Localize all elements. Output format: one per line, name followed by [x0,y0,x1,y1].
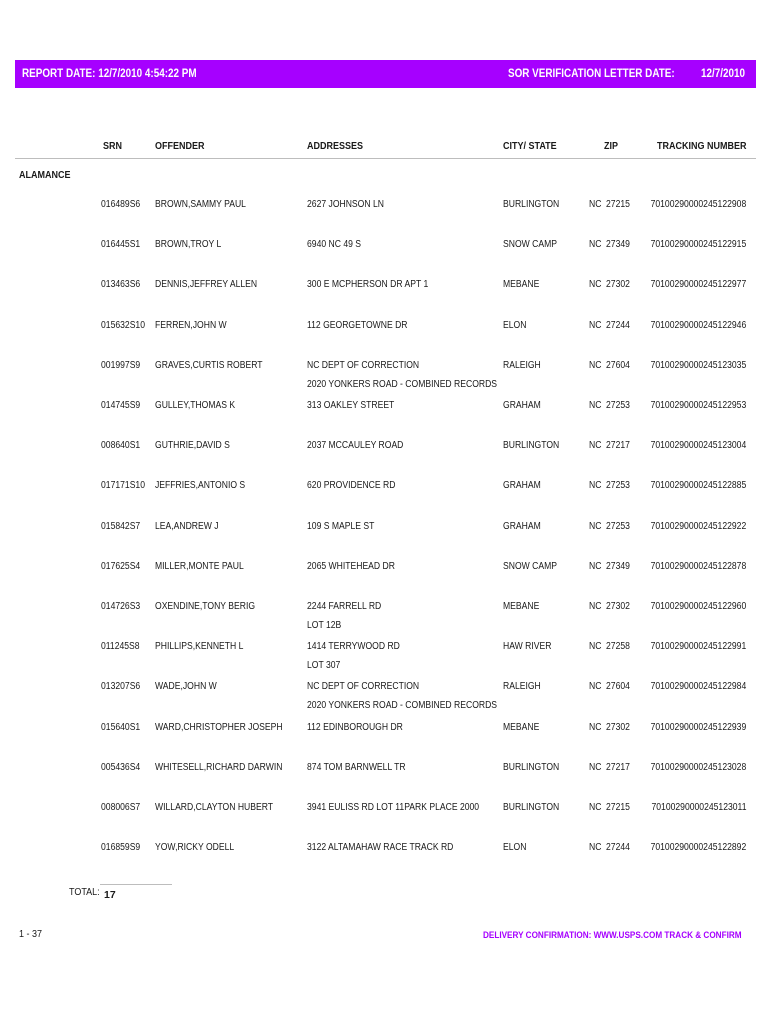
srn-cell: 008640S1 [101,440,141,452]
address-line: 2020 YONKERS ROAD - COMBINED RECORDS [307,700,498,712]
offender-cell: WARD,CHRISTOPHER JOSEPH [155,721,283,733]
table-row [0,521,770,561]
address-cell [307,722,403,741]
srn-cell: 014745S9 [101,400,141,411]
state-cell: NC [589,802,602,813]
address-line: 6940 NC 49 S [307,239,362,251]
state-cell: NC [589,641,602,653]
address-line: 2020 YONKERS ROAD - COMBINED RECORDS [307,378,498,390]
city-cell: GRAHAM [503,520,541,532]
tracking-number-cell: 70100290000245123028 [650,761,746,773]
srn-cell: 015842S7 [101,520,141,532]
city-cell: MEBANE [503,279,540,291]
table-row [0,279,770,319]
city-cell: HAW RIVER [503,641,552,653]
address-cell [307,239,361,258]
column-header-city-state: CITY/ STATE [503,141,557,152]
page-number: 1 - 37 [19,929,43,940]
address-cell [307,762,406,781]
offender-cell: FERREN,JOHN W [155,319,227,331]
table-row [0,480,770,520]
srn-cell: 013463S6 [101,279,141,291]
table-row [0,199,770,239]
city-cell: BURLINGTON [503,199,560,210]
state-cell: NC [589,520,602,532]
zip-cell: 27349 [606,560,630,572]
delivery-confirmation-footer: DELIVERY CONFIRMATION: WWW.USPS.COM TRACK & CONFIRM [483,930,742,941]
address-cell [307,480,395,499]
address-line: LOT 12B [307,620,342,631]
column-header-srn: SRN [103,141,123,152]
address-cell [307,601,381,639]
zip-cell: 27258 [606,641,630,653]
column-header-offender: OFFENDER [155,141,205,152]
address-cell [307,842,453,861]
tracking-number-cell: 70100290000245122922 [650,520,746,532]
srn-cell: 017625S4 [101,560,141,572]
address-line: 2065 WHITEHEAD DR [307,560,395,572]
tracking-number-cell: 70100290000245122953 [650,400,746,411]
zip-cell: 27349 [606,239,630,251]
srn-cell: 005436S4 [101,761,141,773]
address-line: 2037 MCCAULEY ROAD [307,440,404,452]
table-row [0,681,770,721]
total-label: TOTAL: [69,887,100,898]
total-divider [100,884,172,885]
tracking-number-cell: 70100290000245122885 [650,480,746,492]
zip-cell: 27604 [606,681,630,693]
state-cell: NC [589,319,602,331]
address-cell [307,521,374,540]
address-cell [307,641,400,679]
tracking-number-cell: 70100290000245122977 [650,279,746,291]
zip-cell: 27217 [606,761,630,773]
address-cell [307,561,395,580]
srn-cell: 015632S10 [101,319,146,331]
address-line: 313 OAKLEY STREET [307,400,395,411]
table-row [0,641,770,681]
city-cell: GRAHAM [503,400,541,411]
offender-cell: GRAVES,CURTIS ROBERT [155,359,263,371]
offender-cell: GUTHRIE,DAVID S [155,440,230,452]
tracking-number-cell: 70100290000245123004 [650,440,746,452]
offender-cell: BROWN,SAMMY PAUL [155,199,246,210]
offender-cell: YOW,RICKY ODELL [155,842,235,854]
zip-cell: 27215 [606,802,630,813]
offender-cell: GULLEY,THOMAS K [155,400,236,411]
offender-cell: PHILLIPS,KENNETH L [155,641,244,653]
city-cell: RALEIGH [503,681,541,693]
zip-cell: 27302 [606,601,630,612]
city-cell: ELON [503,842,527,854]
address-line: 112 EDINBOROUGH DR [307,721,403,733]
state-cell: NC [589,359,602,371]
address-line: 109 S MAPLE ST [307,520,375,532]
srn-cell: 013207S6 [101,681,141,693]
city-cell: GRAHAM [503,480,541,492]
state-cell: NC [589,601,602,612]
city-cell: BURLINGTON [503,802,560,813]
state-cell: NC [589,761,602,773]
tracking-number-cell: 70100290000245122908 [650,199,746,210]
address-line: 3122 ALTAMAHAW RACE TRACK RD [307,842,454,854]
address-line: 2627 JOHNSON LN [307,199,384,210]
offender-cell: LEA,ANDREW J [155,520,219,532]
srn-cell: 014726S3 [101,601,141,612]
tracking-number-cell: 70100290000245122991 [650,641,746,653]
tracking-number-cell: 70100290000245122878 [650,560,746,572]
table-row [0,842,770,882]
tracking-number-cell: 70100290000245122892 [650,842,746,854]
address-line: 3941 EULISS RD LOT 11PARK PLACE 2000 [307,802,480,813]
state-cell: NC [589,400,602,411]
srn-cell: 008006S7 [101,802,141,813]
address-cell [307,199,384,218]
column-header-addresses: ADDRESSES [307,141,364,152]
zip-cell: 27253 [606,400,630,411]
address-line: NC DEPT OF CORRECTION [307,359,420,371]
address-line: 2244 FARRELL RD [307,601,382,612]
address-line: 874 TOM BARNWELL TR [307,761,406,773]
report-header-banner [15,60,756,88]
srn-cell: 011245S8 [101,641,140,653]
city-cell: ELON [503,319,527,331]
table-row [0,239,770,279]
total-value: 17 [104,889,116,901]
tracking-number-cell: 70100290000245122960 [650,601,746,612]
table-row [0,400,770,440]
address-line: NC DEPT OF CORRECTION [307,681,420,693]
city-cell: SNOW CAMP [503,239,557,251]
state-cell: NC [589,721,602,733]
state-cell: NC [589,239,602,251]
state-cell: NC [589,199,602,210]
zip-cell: 27604 [606,359,630,371]
city-cell: BURLINGTON [503,761,560,773]
offender-cell: WILLARD,CLAYTON HUBERT [155,802,274,813]
letter-date-label: SOR VERIFICATION LETTER DATE: [508,68,675,80]
offender-cell: DENNIS,JEFFREY ALLEN [155,279,258,291]
table-row [0,722,770,762]
srn-cell: 001997S9 [101,359,141,371]
city-cell: RALEIGH [503,359,541,371]
state-cell: NC [589,681,602,693]
table-row [0,802,770,842]
address-cell [307,440,403,459]
offender-cell: BROWN,TROY L [155,239,222,251]
table-row [0,601,770,641]
zip-cell: 27302 [606,279,630,291]
column-header-zip: ZIP [604,141,619,152]
city-cell: MEBANE [503,721,540,733]
state-cell: NC [589,560,602,572]
tracking-number-cell: 70100290000245122939 [650,721,746,733]
tracking-number-cell: 70100290000245122984 [650,681,746,693]
state-cell: NC [589,440,602,452]
state-cell: NC [589,480,602,492]
srn-cell: 016859S9 [101,842,141,854]
letter-date: 12/7/2010 [701,68,746,80]
tracking-number-cell: 70100290000245123011 [650,802,746,813]
zip-cell: 27244 [606,319,630,331]
offender-cell: MILLER,MONTE PAUL [155,560,244,572]
tracking-number-cell: 70100290000245122946 [650,319,746,331]
address-cell [307,360,497,398]
address-line: 1414 TERRYWOOD RD [307,641,400,653]
city-cell: BURLINGTON [503,440,560,452]
address-cell [307,320,408,339]
zip-cell: 27302 [606,721,630,733]
table-row [0,561,770,601]
tracking-number-cell: 70100290000245122915 [650,239,746,251]
address-line: 300 E MCPHERSON DR APT 1 [307,279,429,291]
table-row [0,762,770,802]
offender-cell: WADE,JOHN W [155,681,217,693]
address-cell [307,279,428,298]
address-cell [307,681,497,719]
address-cell [307,802,479,821]
offender-cell: JEFFRIES,ANTONIO S [155,480,246,492]
city-cell: MEBANE [503,601,540,612]
header-divider [15,158,756,159]
offender-cell: OXENDINE,TONY BERIG [155,601,256,612]
table-row [0,320,770,360]
table-row [0,440,770,480]
offender-cell: WHITESELL,RICHARD DARWIN [155,761,283,773]
srn-cell: 017171S10 [101,480,146,492]
report-date: REPORT DATE: 12/7/2010 4:54:22 PM [22,68,197,80]
state-cell: NC [589,842,602,854]
address-line: 620 PROVIDENCE RD [307,480,396,492]
tracking-number-cell: 70100290000245123035 [650,359,746,371]
state-cell: NC [589,279,602,291]
zip-cell: 27253 [606,520,630,532]
srn-cell: 016445S1 [101,239,141,251]
zip-cell: 27253 [606,480,630,492]
srn-cell: 015640S1 [101,721,141,733]
zip-cell: 27244 [606,842,630,854]
table-row [0,360,770,400]
column-header-tracking: TRACKING NUMBER [656,141,746,152]
zip-cell: 27215 [606,199,630,210]
srn-cell: 016489S6 [101,199,141,210]
address-line: LOT 307 [307,660,341,672]
address-cell [307,400,394,419]
address-line: 112 GEORGETOWNE DR [307,319,408,331]
county-group-label: ALAMANCE [19,170,71,181]
zip-cell: 27217 [606,440,630,452]
city-cell: SNOW CAMP [503,560,557,572]
